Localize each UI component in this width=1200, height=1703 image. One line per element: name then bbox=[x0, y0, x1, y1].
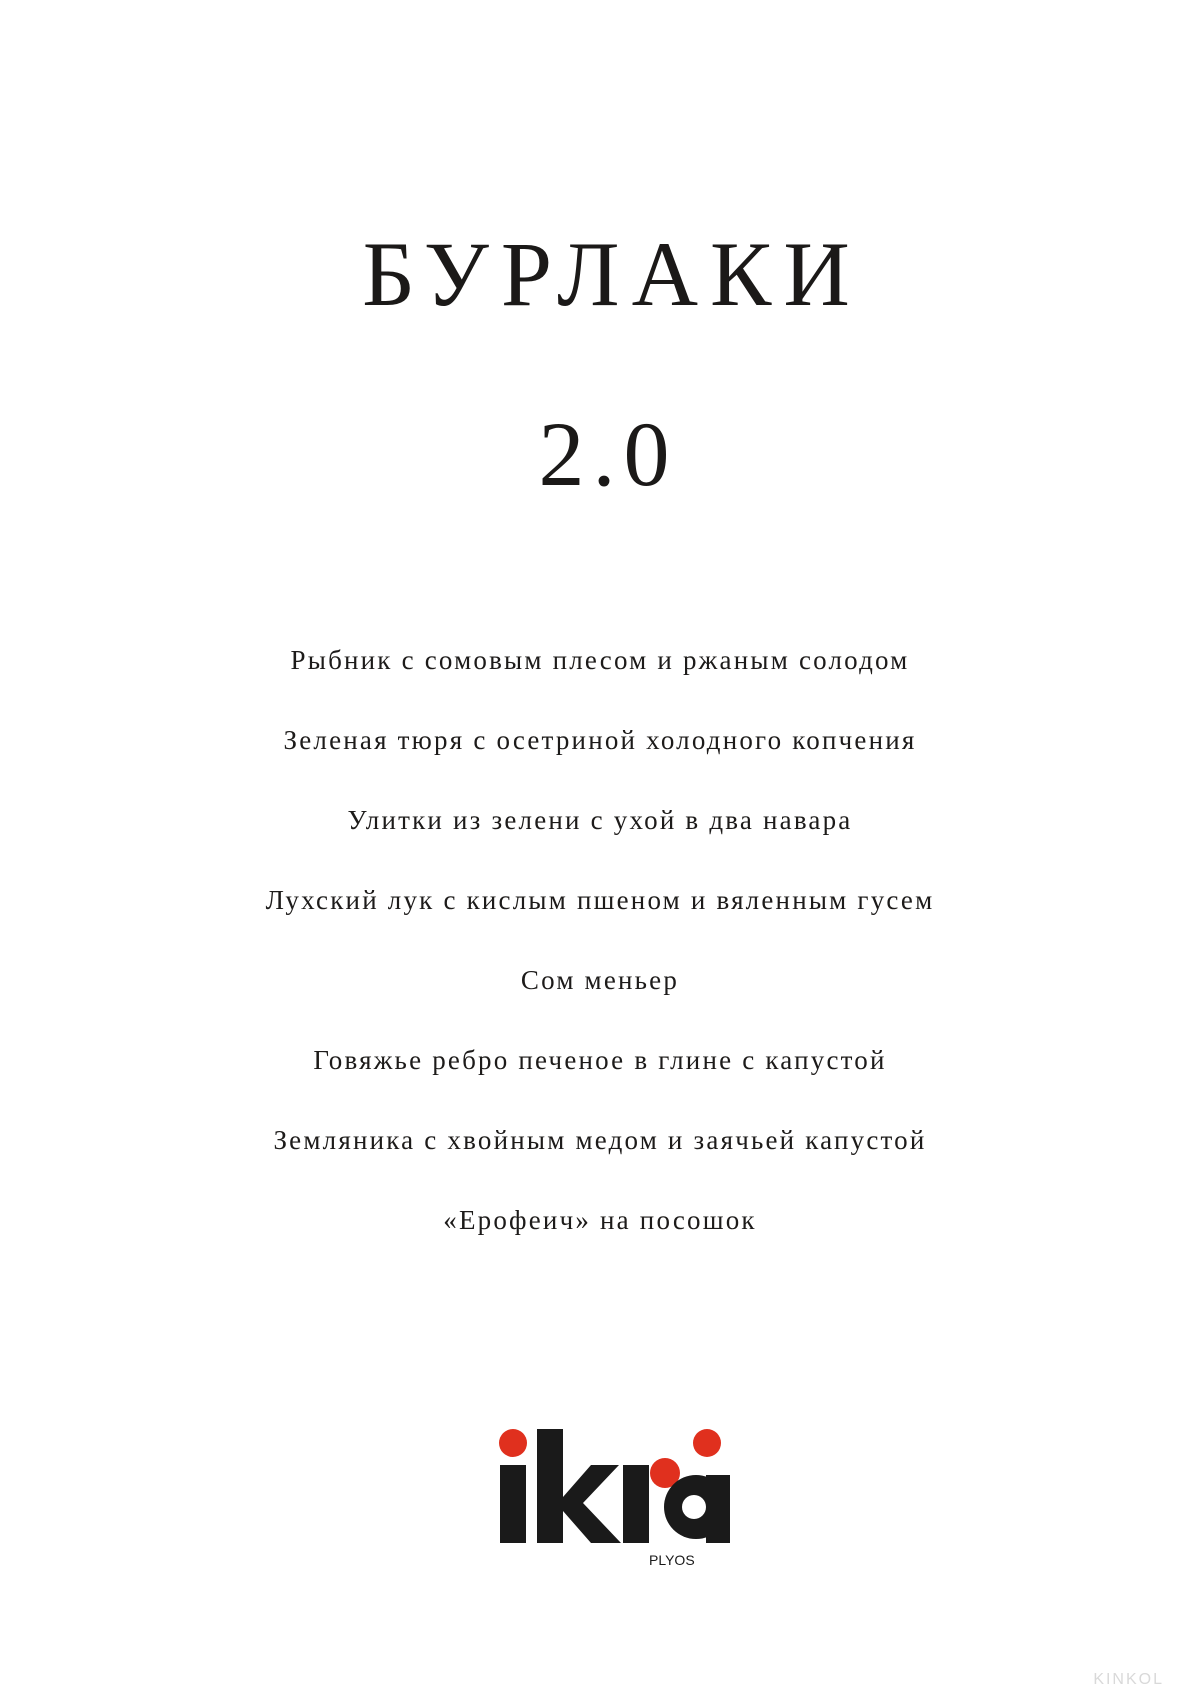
logo-i-dot bbox=[499, 1429, 527, 1457]
ikra-logo-mark bbox=[495, 1425, 735, 1570]
menu-item: Улитки из зелени с ухой в два навара bbox=[347, 805, 853, 835]
menu-item: Сом меньер bbox=[520, 965, 680, 995]
logo-a-dot bbox=[693, 1429, 721, 1457]
menu-item: «Ерофеич» на посошок bbox=[443, 1205, 757, 1235]
menu-item: Лухский лук с кислым пшеном и вяленным гусем bbox=[265, 885, 935, 915]
logo-k-stem bbox=[537, 1429, 563, 1543]
menu-item: Земляника с хвойным медом и заячьей капустой bbox=[273, 1125, 927, 1155]
watermark: KINKOL bbox=[1093, 1671, 1164, 1688]
menu-item: Говяжье ребро печеное в глине с капустой bbox=[313, 1045, 887, 1075]
logo-k-arm bbox=[563, 1465, 621, 1543]
logo-r-stem bbox=[623, 1465, 649, 1543]
tasting-menu-list bbox=[0, 640, 1200, 1280]
logo-location-text: PLYOS bbox=[649, 1552, 695, 1568]
menu-title: БУРЛАКИ bbox=[362, 223, 862, 325]
logo-a-counter bbox=[682, 1495, 706, 1519]
logo-a-stem bbox=[706, 1475, 730, 1543]
logo-i-stem bbox=[500, 1465, 526, 1543]
ikra-logo bbox=[495, 1425, 735, 1570]
menu-version: 2.0 bbox=[538, 403, 678, 505]
menu-item: Зеленая тюря с осетриной холодного копчения bbox=[283, 725, 917, 755]
menu-item: Рыбник с сомовым плесом и ржаным солодом bbox=[290, 645, 910, 675]
